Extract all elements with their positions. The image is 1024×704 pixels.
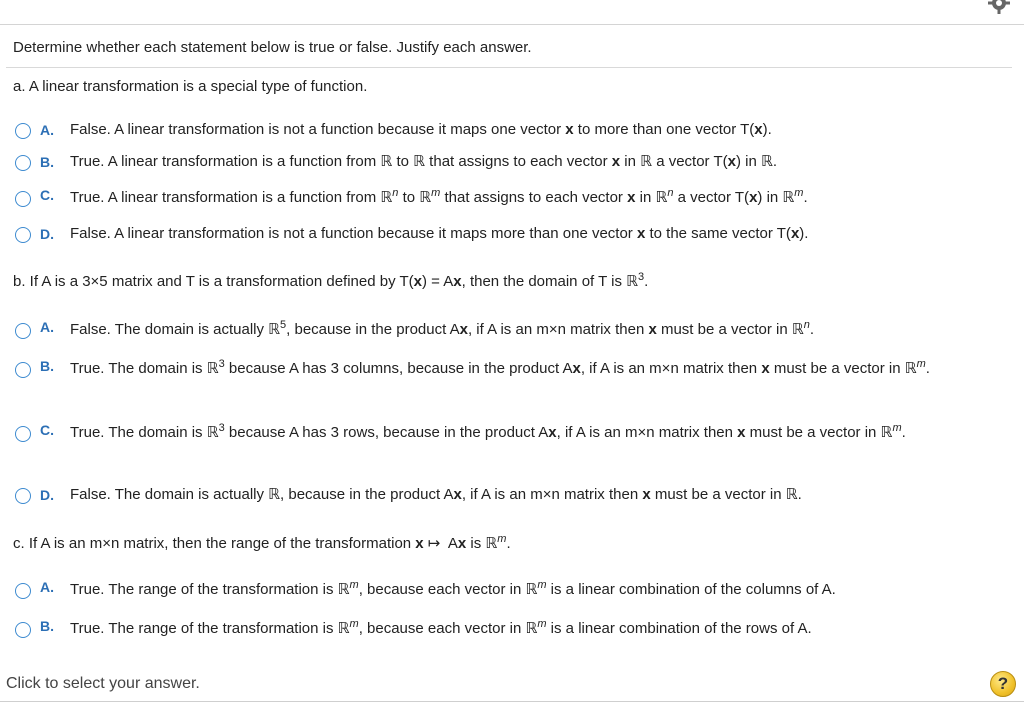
option-c-B[interactable] xyxy=(15,618,1004,641)
option-text: True. The range of the transformation is ℝ$^m$, because each vector in ℝ$^m$ is a linear combination of the columns of A. xyxy=(70,579,836,598)
option-b-B[interactable] xyxy=(15,358,1004,381)
option-text: False. The domain is actually ℝ$^5$, because in the product Ax, if A is an m×n matrix then x must be a vector in ℝ$^n$. xyxy=(70,319,815,338)
option-letter: C. xyxy=(40,422,54,438)
option-text: True. The domain is ℝ$^3$ because A has 3 rows, because in the product Ax, if A is an m×n matrix then x must be a vector in ℝ$^m$. xyxy=(70,422,906,441)
instruction-text: Determine whether each statement below is true or false. Justify each answer. xyxy=(13,39,532,56)
option-letter: A. xyxy=(40,122,54,138)
option-b-C[interactable] xyxy=(15,422,1004,445)
option-c-A[interactable] xyxy=(15,579,1004,602)
footer-divider xyxy=(0,701,1024,702)
option-letter: D. xyxy=(40,487,54,503)
option-a-A[interactable] xyxy=(15,122,1004,142)
option-a-C[interactable] xyxy=(15,187,1004,210)
radio-button[interactable] xyxy=(15,426,31,442)
option-a-B[interactable] xyxy=(15,154,1004,174)
radio-button[interactable] xyxy=(15,488,31,504)
header-separator xyxy=(6,67,1012,68)
option-letter: B. xyxy=(40,618,54,634)
radio-button[interactable] xyxy=(15,123,31,139)
radio-button[interactable] xyxy=(15,191,31,207)
radio-button[interactable] xyxy=(15,227,31,243)
help-button[interactable]: ? xyxy=(990,671,1016,697)
option-letter: A. xyxy=(40,319,54,335)
top-divider xyxy=(0,24,1024,25)
option-b-A[interactable] xyxy=(15,319,1004,342)
radio-button[interactable] xyxy=(15,362,31,378)
question-b-prompt: b. If A is a 3×5 matrix and T is a transformation defined by T(x) = Ax, then the domain of T is ℝ$^3$. xyxy=(13,271,649,290)
radio-button[interactable] xyxy=(15,155,31,171)
gear-icon[interactable] xyxy=(988,0,1010,14)
question-c-prompt: c. If A is an m×n matrix, then the range of the transformation x ↦ Ax is ℝ$^m$. xyxy=(13,533,511,552)
option-letter: B. xyxy=(40,358,54,374)
option-letter: C. xyxy=(40,187,54,203)
radio-button[interactable] xyxy=(15,583,31,599)
option-letter: D. xyxy=(40,226,54,242)
option-text: False. A linear transformation is not a function because it maps one vector x to more than one vector T(x). xyxy=(70,121,772,138)
option-b-D[interactable] xyxy=(15,487,1004,507)
option-text: True. A linear transformation is a function from ℝ to ℝ that assigns to each vector x in ℝ a vector T(x) in ℝ. xyxy=(70,153,778,170)
question-a-prompt: a. A linear transformation is a special type of function. xyxy=(13,78,368,95)
option-text: False. A linear transformation is not a function because it maps more than one vector x to the same vector T(x). xyxy=(70,225,809,242)
option-a-D[interactable] xyxy=(15,226,1004,246)
option-text: True. The range of the transformation is ℝ$^m$, because each vector in ℝ$^m$ is a linear combination of the rows of A. xyxy=(70,618,812,637)
radio-button[interactable] xyxy=(15,622,31,638)
option-text: True. The domain is ℝ$^3$ because A has 3 columns, because in the product Ax, if A is an m×n matrix then x must be a vector in ℝ$^m$. xyxy=(70,358,930,377)
option-text: False. The domain is actually ℝ, because in the product Ax, if A is an m×n matrix then x must be a vector in ℝ. xyxy=(70,486,802,503)
option-letter: B. xyxy=(40,154,54,170)
option-letter: A. xyxy=(40,579,54,595)
radio-button[interactable] xyxy=(15,323,31,339)
status-text: Click to select your answer. xyxy=(6,675,200,692)
option-text: True. A linear transformation is a function from ℝ$^n$ to ℝ$^m$ that assigns to each vector x in ℝ$^n$ a vector T(x) in ℝ$^m$. xyxy=(70,187,808,206)
